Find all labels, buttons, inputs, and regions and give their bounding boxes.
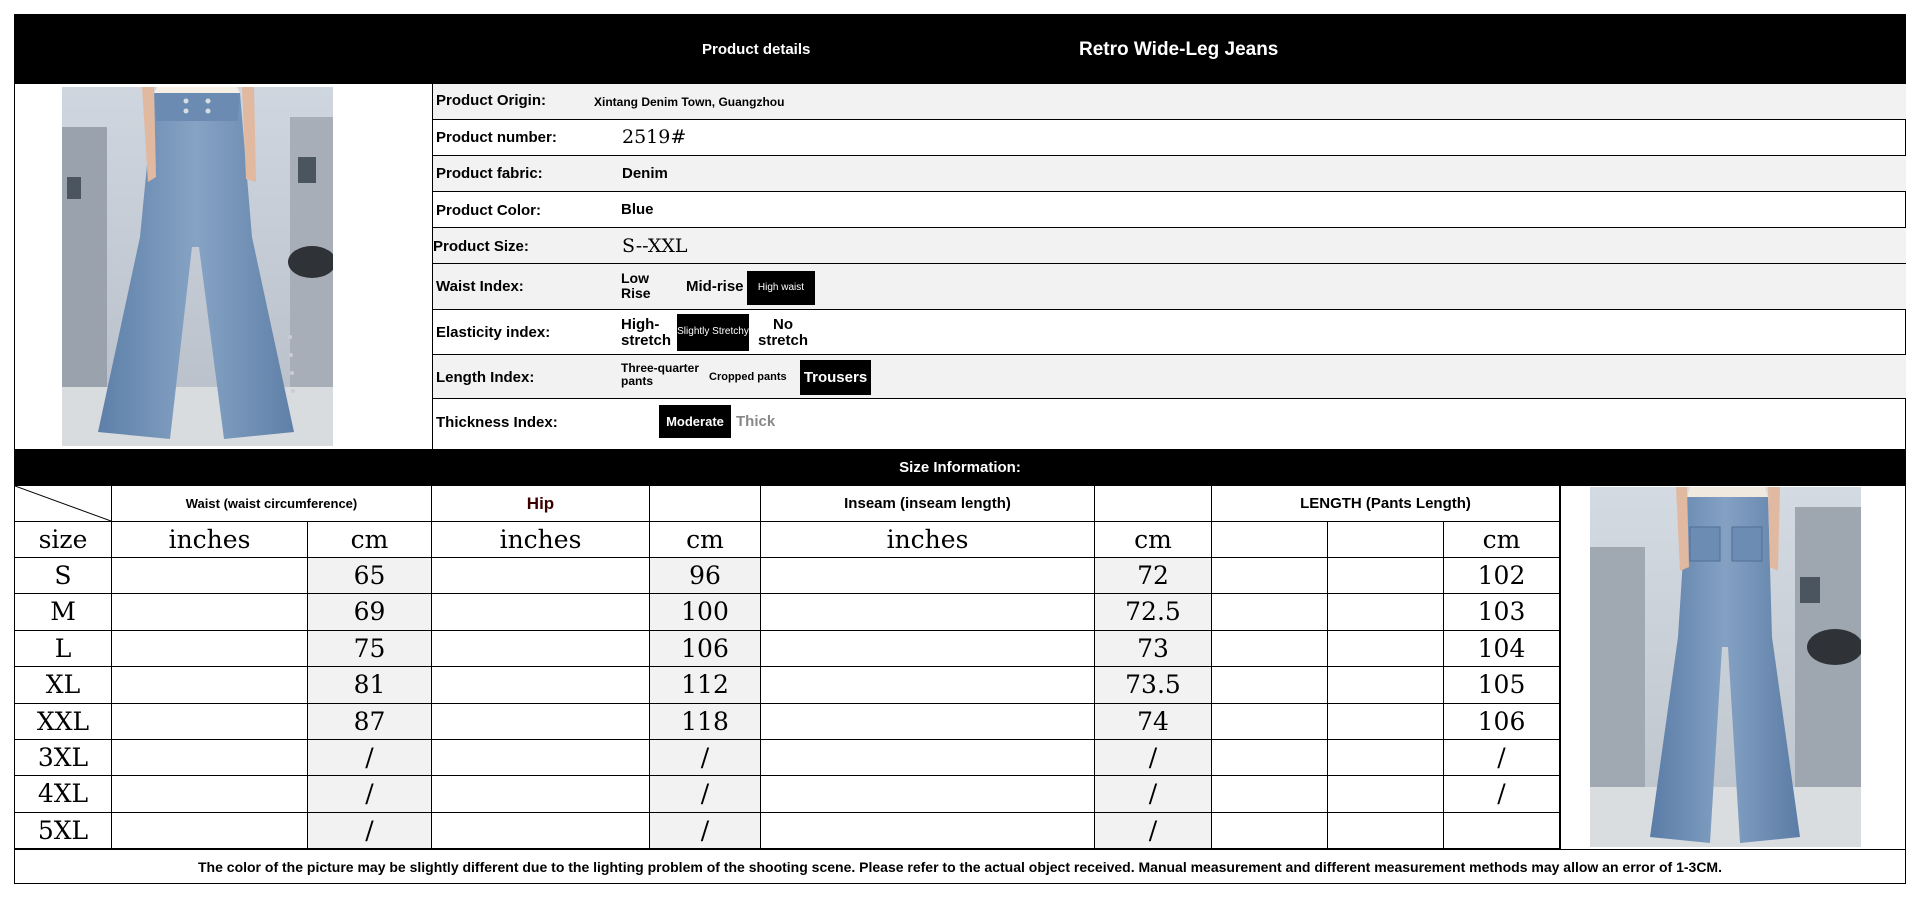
size-value-cell: 74	[1095, 704, 1212, 740]
group-header-blank-1	[650, 486, 761, 522]
detail-row-color	[432, 192, 1906, 228]
size-value-cell: 96	[650, 558, 761, 594]
group-header-waist: Waist (waist circumference)	[112, 486, 432, 522]
fabric-value: Denim	[622, 165, 668, 182]
size-value-cell	[112, 667, 308, 703]
size-value-cell	[761, 558, 1095, 594]
details-divider	[432, 84, 433, 449]
group-header-length: LENGTH (Pants Length)	[1212, 486, 1560, 522]
size-value-cell: 72	[1095, 558, 1212, 594]
size-value-cell	[1328, 776, 1444, 812]
size-value-cell: 106	[1444, 704, 1560, 740]
detail-row-size	[432, 228, 1906, 264]
size-value-cell	[112, 631, 308, 667]
unit-length-blank-2	[1328, 522, 1444, 558]
size-value-cell	[1212, 667, 1328, 703]
size-value-cell	[432, 740, 650, 776]
size-value-cell: 118	[650, 704, 761, 740]
size-value-cell	[432, 594, 650, 630]
size-value-cell	[761, 631, 1095, 667]
size-info-bar: Size Information:	[15, 449, 1905, 486]
size-value-cell: /	[1095, 740, 1212, 776]
elasticity-selected-tag: Slightly Stretchy	[677, 314, 749, 351]
length-option-three-quarter: Three-quarter pants	[621, 361, 700, 388]
length-option-cropped: Cropped pants	[709, 371, 787, 383]
size-value-cell: 102	[1444, 558, 1560, 594]
size-value-cell: 104	[1444, 631, 1560, 667]
size-value-cell: /	[650, 813, 761, 849]
footer-divider	[15, 849, 1905, 850]
length-selected-tag: Trousers	[800, 360, 871, 395]
size-value-cell: 100	[650, 594, 761, 630]
footer-note: The color of the picture may be slightly different due to the lighting problem of the shooting scene. Please refer to the actual object received. Manual measurement and different measurement methods may allow an error of 1-3CM.	[198, 859, 1722, 875]
header-bar	[15, 15, 1905, 84]
waist-selected-tag: High waist	[747, 271, 815, 305]
unit-inseam-inches: inches	[761, 522, 1095, 558]
size-value-cell: 75	[308, 631, 432, 667]
size-label-cell: 5XL	[15, 813, 112, 849]
unit-size: size	[15, 522, 112, 558]
product-photo-back	[1590, 487, 1861, 847]
thickness-option-thick: Thick	[736, 413, 776, 430]
color-label: Product Color:	[436, 202, 541, 219]
group-header-hip: Hip	[432, 486, 650, 522]
size-value-cell	[1328, 740, 1444, 776]
elasticity-label: Elasticity index:	[436, 324, 551, 341]
size-value-cell: 81	[308, 667, 432, 703]
product-title: Retro Wide-Leg Jeans	[1079, 39, 1279, 60]
size-value-cell	[432, 667, 650, 703]
size-value-cell	[432, 631, 650, 667]
section-title: Product details	[702, 41, 811, 58]
size-label-cell: L	[15, 631, 112, 667]
size-label-cell: XL	[15, 667, 112, 703]
size-value-cell	[1212, 704, 1328, 740]
detail-row-number	[432, 120, 1906, 156]
size-value-cell	[1212, 813, 1328, 849]
size-value-cell: 106	[650, 631, 761, 667]
waist-option-mid: Mid-rise	[686, 278, 744, 295]
size-value-cell	[761, 667, 1095, 703]
size-value-cell	[1212, 558, 1328, 594]
fabric-label: Product fabric:	[436, 165, 543, 182]
group-header-inseam: Inseam (inseam length)	[761, 486, 1095, 522]
size-label: Product Size:	[433, 238, 529, 255]
unit-length-blank-1	[1212, 522, 1328, 558]
size-value-cell	[432, 776, 650, 812]
size-value-cell: /	[1444, 776, 1560, 812]
size-value-cell: 73	[1095, 631, 1212, 667]
detail-row-waist	[432, 264, 1906, 310]
unit-length-cm: cm	[1444, 522, 1560, 558]
elasticity-option-high: High-stretch	[621, 316, 672, 349]
size-value-cell: 105	[1444, 667, 1560, 703]
detail-row-thickness	[432, 399, 1906, 448]
size-value-cell: /	[308, 776, 432, 812]
size-value-cell	[112, 594, 308, 630]
size-value-cell: 72.5	[1095, 594, 1212, 630]
size-value-cell	[761, 704, 1095, 740]
size-label-cell: XXL	[15, 704, 112, 740]
thickness-selected-tag: Moderate	[659, 405, 731, 438]
size-value-cell: /	[1444, 740, 1560, 776]
size-label-cell: 4XL	[15, 776, 112, 812]
waist-label: Waist Index:	[436, 278, 524, 295]
size-value-cell	[1328, 667, 1444, 703]
detail-row-fabric	[432, 156, 1906, 192]
diagonal-corner-cell	[15, 486, 112, 522]
unit-hip-inches: inches	[432, 522, 650, 558]
detail-row-elasticity	[432, 310, 1906, 355]
size-value-cell	[761, 776, 1095, 812]
unit-hip-cm: cm	[650, 522, 761, 558]
size-value-cell	[1212, 631, 1328, 667]
origin-label: Product Origin:	[436, 92, 546, 109]
size-value-cell	[432, 558, 650, 594]
size-value-cell	[112, 813, 308, 849]
size-value-cell	[112, 558, 308, 594]
size-value-cell	[761, 740, 1095, 776]
size-value-cell: 103	[1444, 594, 1560, 630]
size-value-cell: /	[1095, 813, 1212, 849]
size-value-cell	[1328, 558, 1444, 594]
size-chart	[15, 486, 1560, 849]
size-value-cell	[761, 813, 1095, 849]
size-value-cell	[1328, 813, 1444, 849]
unit-inseam-cm: cm	[1095, 522, 1212, 558]
size-value-cell	[112, 776, 308, 812]
size-value-cell	[1212, 594, 1328, 630]
elasticity-option-none: No stretch	[757, 316, 809, 349]
product-sheet	[14, 14, 1906, 884]
size-value-cell	[761, 594, 1095, 630]
color-value: Blue	[621, 201, 654, 218]
size-value-cell	[1328, 704, 1444, 740]
size-value-cell	[432, 813, 650, 849]
size-label-cell: M	[15, 594, 112, 630]
size-value-cell: 73.5	[1095, 667, 1212, 703]
size-value-cell: /	[650, 776, 761, 812]
size-value-cell	[1328, 631, 1444, 667]
detail-row-origin	[432, 84, 1906, 120]
origin-value: Xintang Denim Town, Guangzhou	[594, 95, 785, 109]
number-value: 2519#	[622, 126, 687, 148]
size-value-cell: 65	[308, 558, 432, 594]
size-value: S--XXL	[622, 235, 688, 257]
size-value-cell: /	[650, 740, 761, 776]
length-label: Length Index:	[436, 369, 535, 386]
photo-divider	[1560, 486, 1561, 849]
size-value-cell: /	[308, 740, 432, 776]
size-value-cell	[1328, 594, 1444, 630]
size-value-cell	[432, 704, 650, 740]
unit-waist-inches: inches	[112, 522, 308, 558]
size-value-cell	[112, 740, 308, 776]
group-header-blank-2	[1095, 486, 1212, 522]
size-value-cell: 112	[650, 667, 761, 703]
size-value-cell	[1444, 813, 1560, 849]
unit-waist-cm: cm	[308, 522, 432, 558]
size-value-cell	[1212, 740, 1328, 776]
product-photo-front	[62, 87, 333, 446]
detail-row-length	[432, 355, 1906, 399]
waist-option-low: Low Rise	[621, 270, 651, 301]
size-value-cell: 69	[308, 594, 432, 630]
size-value-cell: /	[308, 813, 432, 849]
size-label-cell: S	[15, 558, 112, 594]
number-label: Product number:	[436, 129, 557, 146]
size-value-cell: 87	[308, 704, 432, 740]
size-value-cell: /	[1095, 776, 1212, 812]
size-value-cell	[112, 704, 308, 740]
thickness-label: Thickness Index:	[436, 414, 558, 431]
size-label-cell: 3XL	[15, 740, 112, 776]
size-value-cell	[1212, 776, 1328, 812]
